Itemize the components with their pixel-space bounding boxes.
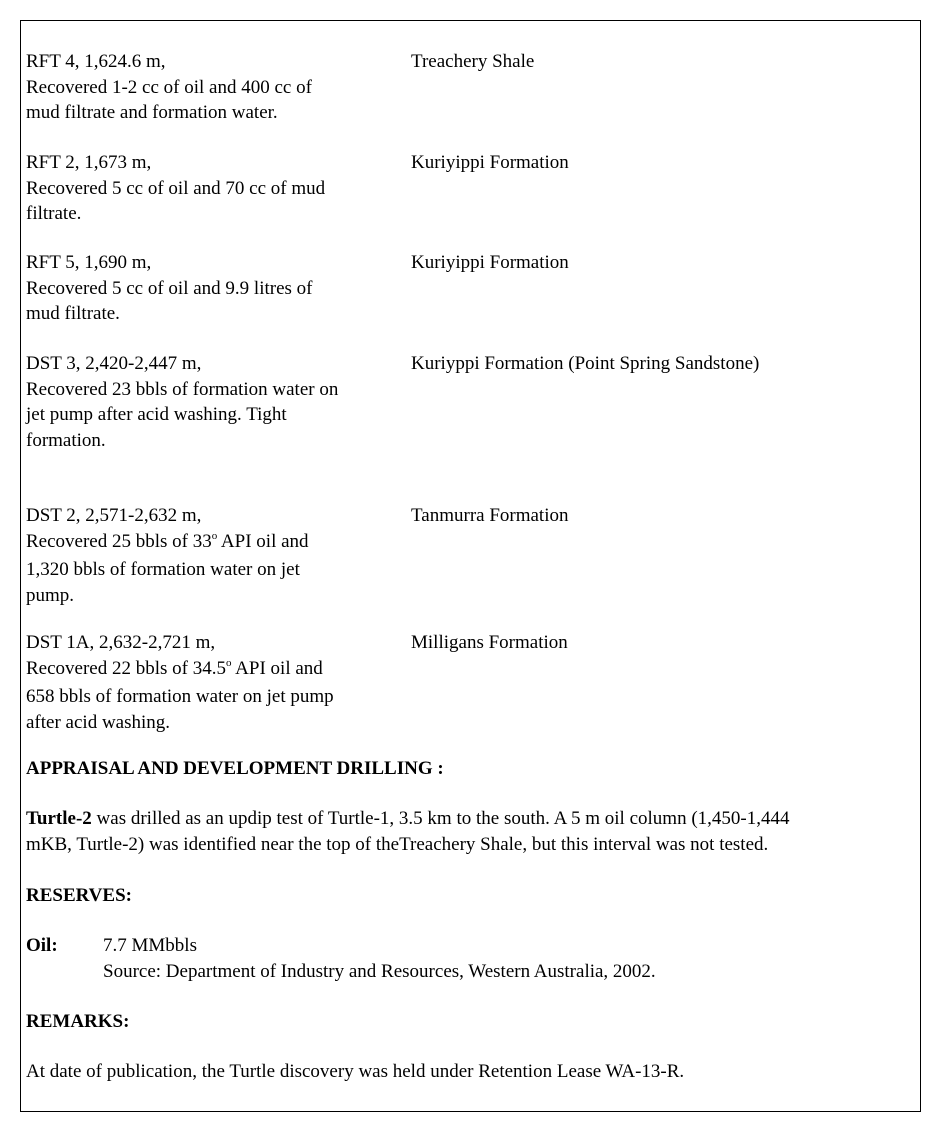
appraisal-text: mKB, Turtle-2) was identified near the top of theTreachery Shale, but this interval was not tested. — [26, 833, 769, 855]
test-entry-dst2 — [26, 503, 309, 608]
test-line: RFT 5, 1,690 m, — [26, 252, 152, 273]
test-line: mud filtrate. — [26, 303, 120, 324]
test-line: DST 3, 2,420-2,447 m, — [26, 353, 202, 374]
reserves-source: Source: Department of Industry and Resources, Western Australia, 2002. — [103, 960, 656, 982]
appraisal-heading: APPRAISAL AND DEVELOPMENT DRILLING : — [26, 758, 444, 779]
test-line-text: Recovered 25 bbls of 33 — [26, 530, 212, 552]
test-line: pump. — [26, 584, 75, 606]
test-entry-rft2 — [26, 150, 325, 227]
appraisal-text: was drilled as an updip test of Turtle-1, 3.5 km to the south. A 5 m oil column (1,450-1,444 — [91, 808, 790, 829]
test-line — [26, 529, 309, 558]
test-line-text: API oil and — [231, 657, 323, 679]
degree-superscript: o — [211, 529, 218, 542]
test-entry-rft5 — [26, 250, 312, 327]
reserves-heading: RESERVES: — [26, 885, 132, 906]
degree-superscript: o — [225, 656, 232, 669]
oil-value: 7.7 MMbbls — [103, 935, 197, 956]
test-line: Recovered 1-2 cc of oil and 400 cc of — [26, 76, 312, 98]
test-line: 658 bbls of formation water on jet pump — [26, 686, 334, 707]
formation-name: Kuriyippi Formation — [411, 252, 569, 273]
test-line — [26, 656, 334, 685]
test-line: mud filtrate and formation water. — [26, 102, 278, 123]
oil-label: Oil: — [26, 935, 58, 956]
oil-reserves — [103, 933, 656, 984]
formation-name: Treachery Shale — [411, 51, 535, 72]
appraisal-paragraph — [26, 806, 906, 857]
remarks-text: At date of publication, the Turtle discovery was held under Retention Lease WA-13-R. — [26, 1061, 685, 1082]
well-name: Turtle-2 — [26, 808, 92, 829]
test-line: Recovered 5 cc of oil and 70 cc of mud — [26, 177, 326, 199]
test-line-text: API oil and — [217, 530, 309, 552]
remarks-heading: REMARKS: — [26, 1011, 130, 1032]
formation-name: Milligans Formation — [411, 632, 568, 653]
test-line: filtrate. — [26, 203, 82, 224]
test-line: jet pump after acid washing. Tight — [26, 404, 287, 425]
test-line: formation. — [26, 429, 106, 451]
test-line: 1,320 bbls of formation water on jet — [26, 559, 300, 580]
test-line: Recovered 5 cc of oil and 9.9 litres of — [26, 277, 313, 299]
test-entry-rft4 — [26, 49, 312, 126]
formation-name: Kuriyippi Formation — [411, 152, 569, 173]
test-line: RFT 2, 1,673 m, — [26, 152, 152, 173]
test-line: RFT 4, 1,624.6 m, — [26, 51, 166, 72]
formation-name: Tanmurra Formation — [411, 505, 569, 526]
formation-name: Kuriyppi Formation (Point Spring Sandstone) — [411, 353, 760, 374]
test-line: DST 1A, 2,632-2,721 m, — [26, 632, 216, 653]
test-entry-dst3 — [26, 351, 338, 453]
test-line: Recovered 23 bbls of formation water on — [26, 378, 339, 400]
test-line: DST 2, 2,571-2,632 m, — [26, 505, 202, 526]
test-entry-dst1a — [26, 630, 334, 735]
test-line: after acid washing. — [26, 711, 171, 733]
test-line-text: Recovered 22 bbls of 34.5 — [26, 657, 226, 679]
